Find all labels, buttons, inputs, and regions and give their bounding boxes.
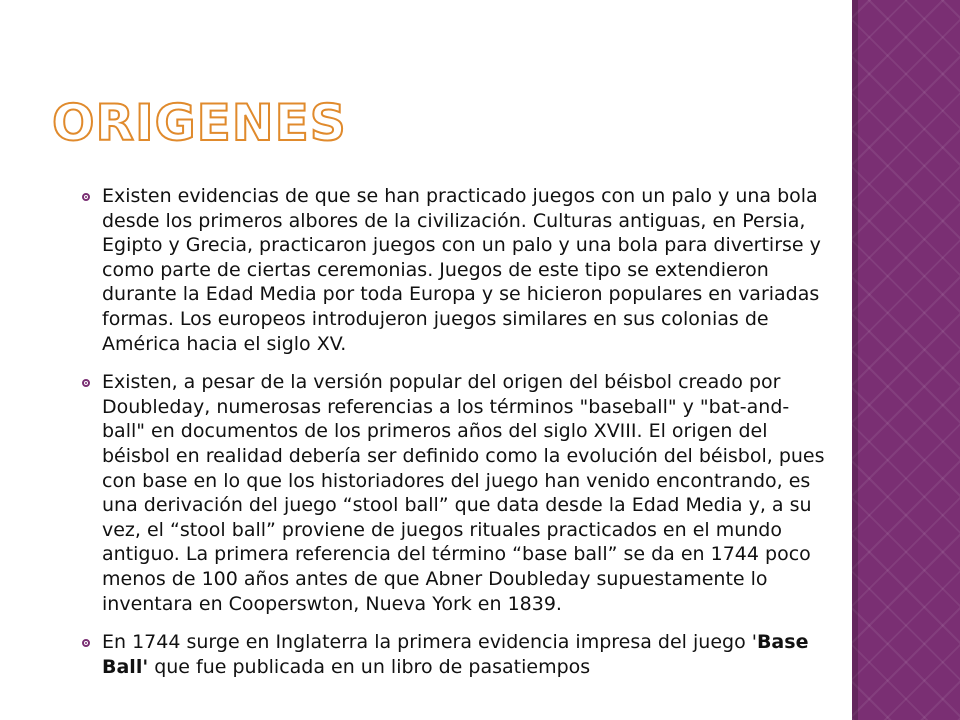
decorative-side-panel [852,0,960,720]
circle-bullet-icon [82,193,90,201]
bullet-list [84,184,826,693]
bullet-item-2 [84,370,826,616]
slide-title: ORIGENES [52,94,347,152]
bullet-item-3 [84,630,826,679]
side-panel-edge [852,0,858,720]
bullet-text-bold: Base Ball' [102,631,809,678]
circle-bullet-icon [82,639,90,647]
bullet-text: Existen, a pesar de la versión popular del origen del béisbol creado por Doubleday, numerosas referencias a los términos "baseball" y "bat-and-ball" en documentos de los primeros años del siglo XVIII. El origen del béisbol en realidad debería ser definido como la evolución del béisbol, pues con base en lo que los historiadores del juego han venido encontrando, es una derivación del juego “stool ball” que data desde la Edad Media y, a su vez, el “stool ball” proviene de juegos rituales practicados en el mundo antiguo. La primera referencia del término “base ball” se da en 1744 poco menos de 100 años antes de que Abner Doubleday supuestamente lo inventara en Cooperswton, Nueva York en 1839. [102,371,825,615]
circle-bullet-icon [82,379,90,387]
bullet-text-after: que fue publicada en un libro de pasatiempos [148,655,591,678]
bullet-text: Existen evidencias de que se han practicado juegos con un palo y una bola desde los primeros albores de la civilización. Culturas antiguas, en Persia, Egipto y Grecia, practicaron juegos con un palo y una bola para divertirse y como parte de ciertas ceremonias. Juegos de este tipo se extendieron durante la Edad Media por toda Europa y se hicieron populares en variadas formas. Los europeos introdujeron juegos similares en sus colonias de América hacia el siglo XV. [102,185,821,355]
bullet-item-1 [84,184,826,356]
bullet-text-before: En 1744 surge en Inglaterra la primera evidencia impresa del juego ' [102,631,757,654]
